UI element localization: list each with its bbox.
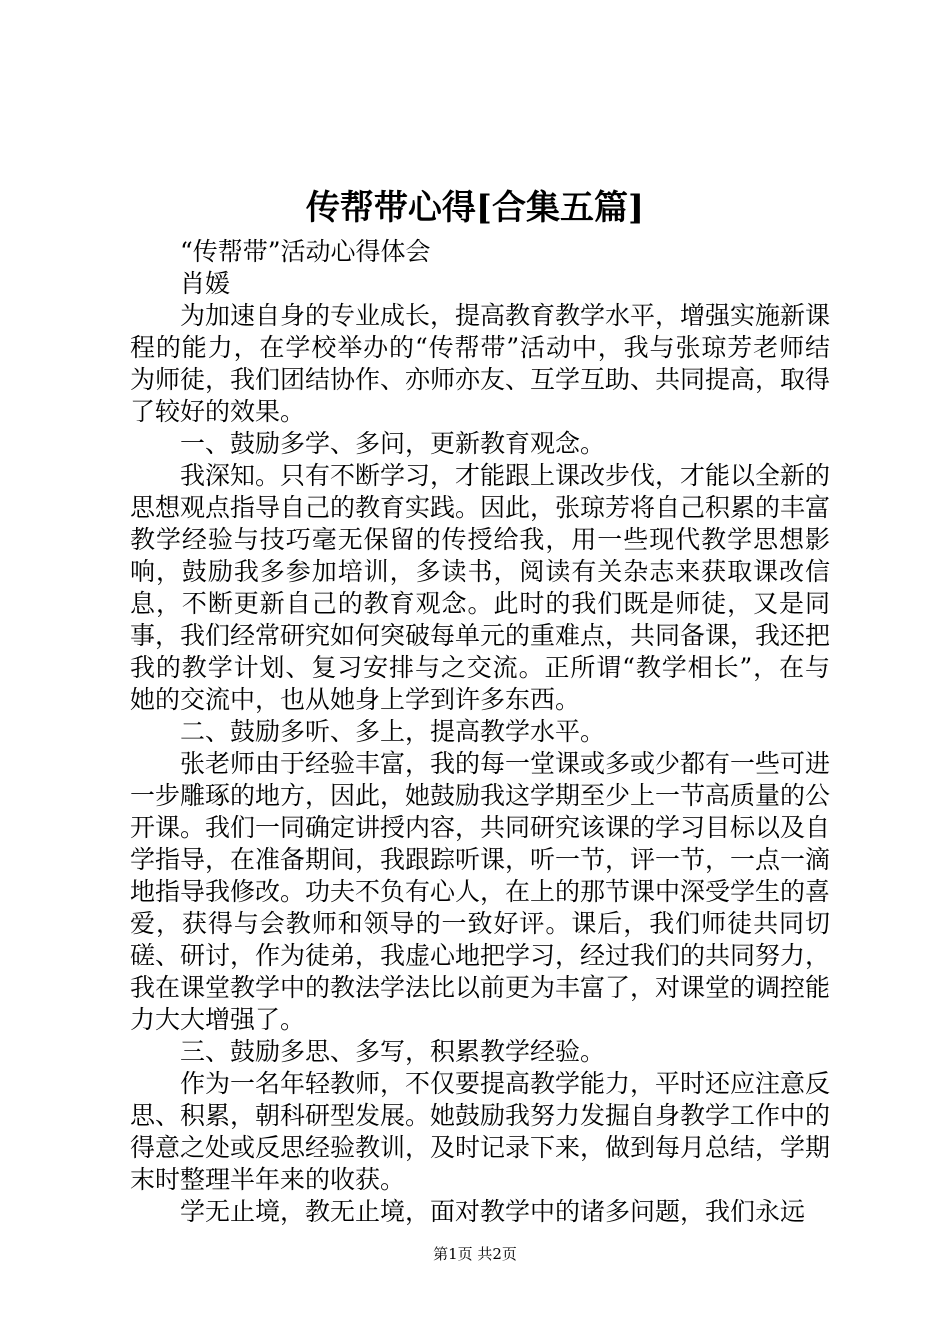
author-paragraph: 肖媛 — [180, 269, 231, 298]
document-title: 传帮带心得[合集五篇] — [305, 188, 645, 228]
section-heading: 三、鼓励多思、多写，积累教学经验。 — [180, 1037, 606, 1066]
page-footer: 第1页 共2页 — [433, 1245, 517, 1263]
section-heading: 一、鼓励多学、多问，更新教育观念。 — [180, 429, 606, 458]
document-body — [130, 236, 830, 1228]
body-paragraph: 学无止境，教无止境，面对教学中的诸多问题，我们永远 — [180, 1197, 806, 1226]
section-heading: 二、鼓励多听、多上，提高教学水平。 — [180, 717, 606, 746]
subtitle-paragraph: “传帮带”活动心得体会 — [180, 237, 431, 266]
body-paragraph: 我深知。只有不断学习，才能跟上课改步伐，才能以全新的思想观点指导自己的教育实践。因此，张琼芳将自己积累的丰富教学经验与技巧毫无保留的传授给我，用一些现代教学思想影响，鼓励我多参加培训，多读书，阅读有关杂志来获取课改信息，不断更新自己的教育观念。此时的我们既是师徒，又是同事，我们经常研究如何突破每单元的重难点，共同备课，我还把我的教学计划、复习安排与之交流。正所谓“教学相长”，在与她的交流中，也从她身上学到许多东西。 — [130, 461, 831, 714]
body-paragraph: 为加速自身的专业成长，提高教育教学水平，增强实施新课程的能力，在学校举办的“传帮带”活动中，我与张琼芳老师结为师徒，我们团结协作、亦师亦友、互学互助、共同提高，取得了较好的效果。 — [130, 301, 831, 426]
body-paragraph: 张老师由于经验丰富，我的每一堂课或多或少都有一些可进一步雕琢的地方，因此，她鼓励我这学期至少上一节高质量的公开课。我们一同确定讲授内容，共同研究该课的学习目标以及自学指导，在准备期间，我跟踪听课，听一节，评一节，一点一滴地指导我修改。功夫不负有心人，在上的那节课中深受学生的喜爱，获得与会教师和领导的一致好评。课后，我们师徒共同切磋、研讨，作为徒弟，我虚心地把学习，经过我们的共同努力，我在课堂教学中的教法学法比以前更为丰富了，对课堂的调控能力大大增强了。 — [130, 749, 831, 1034]
body-paragraph: 作为一名年轻教师，不仅要提高教学能力，平时还应注意反思、积累，朝科研型发展。她鼓励我努力发掘自身教学工作中的得意之处或反思经验教训，及时记录下来，做到每月总结，学期末时整理半年来的收获。 — [130, 1069, 831, 1194]
